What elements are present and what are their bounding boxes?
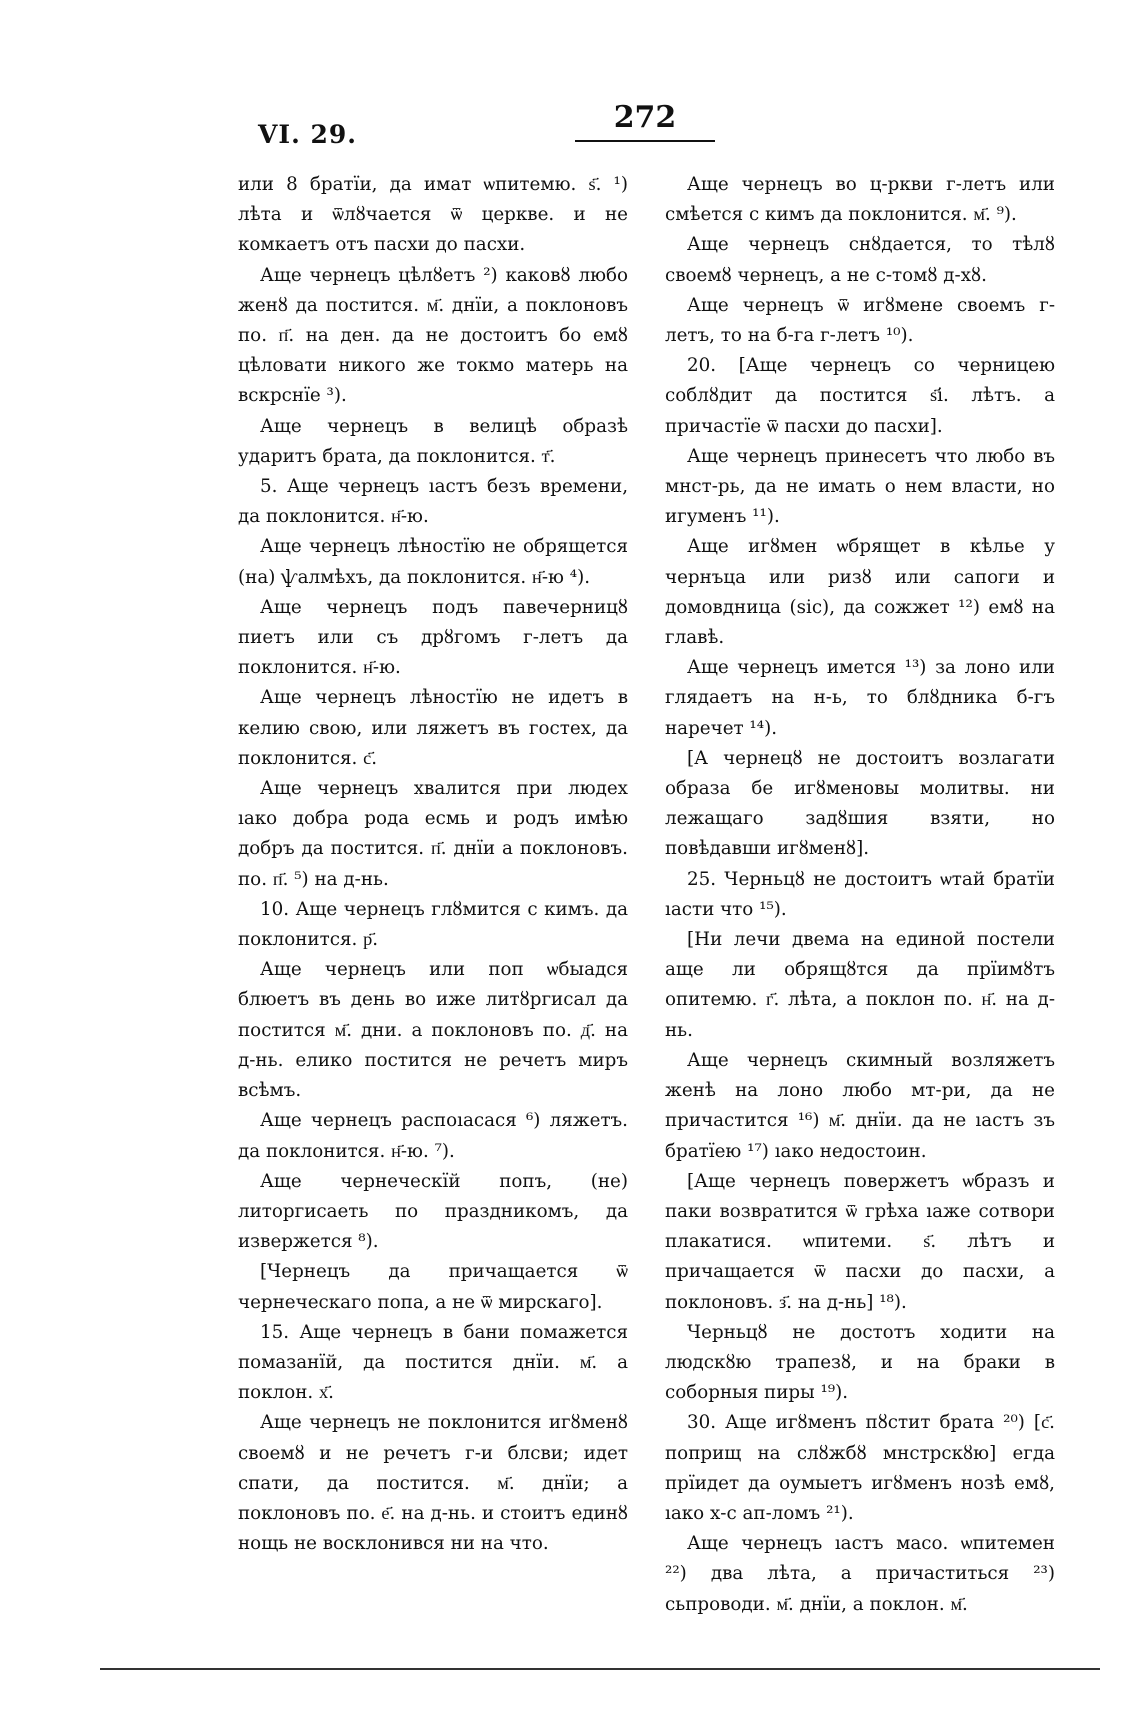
paragraph: Аще чернецъ или поп ѡбыадся блюетъ въ день во иже литȣргисал да постится м҃. дни. а поклоновъ по. д҃. на д-нь. елико постится не речетъ миръ всѣмъ. <box>238 959 628 1102</box>
paragraph: или 8 братїи, да имат ѡпитемю. ѕ҃. ¹) лѣта и ѿлȣчается ѿ церкве. и не комкаетъ отъ пасхи до пасхи. <box>238 174 628 256</box>
left-column <box>238 170 628 1559</box>
paragraph: Аще чернецъ в велицѣ образѣ ударитъ брата, да поклонится. т҃. <box>238 415 628 467</box>
paragraph: 30. Аще игȣменъ пȣстит брата ²⁰) [с҃. поприщ на слȣжбȣ мнстрскȣю] егда прїидет да оумыетъ игȣменъ нозѣ емȣ, ıако х-с ап-ломъ ²¹). <box>665 1412 1055 1524</box>
paragraph: Аще чернецъ ѿ игȣмене своемъ г-летъ, то на б-га г-летъ ¹⁰). <box>665 294 1055 347</box>
paragraph: Аще чернецъ принесетъ что любо въ мнст-рь, да не имать о нем власти, но игуменъ ¹¹). <box>665 445 1055 528</box>
paragraph: Аще чернецъ распоıасася ⁶) ляжетъ. да поклонится. н҃-ю. ⁷). <box>238 1110 628 1162</box>
section-reference: VI. 29. <box>258 120 357 149</box>
paragraph: 5. Аще чернецъ ıастъ безъ времени, да поклонится. н҃-ю. <box>238 476 628 528</box>
paragraph: Аще чернецъ лѣностїю не обрящется (на) ѱалмѣхъ, да поклонится. н҃-ю ⁴). <box>238 536 628 588</box>
paragraph: [Ни лечи двема на единой постели аще ли обрящȣтся да прїимȣтъ опитемю. г҃. лѣта, а поклон по. н҃. на д-нь. <box>665 929 1055 1041</box>
paragraph: 20. [Аще чернецъ со черницею соблȣдит да постится ѕ҃і. лѣтъ. а причастїе ѿ пасхи до пасхи]. <box>665 355 1055 437</box>
paragraph: Аще чернецъ скимный возляжетъ женѣ на лоно любо мт-ри, да не причастится ¹⁶) м҃. днїи. да не ıастъ зъ братїею ¹⁷) ıако недостоин. <box>665 1049 1055 1162</box>
paragraph: Аще чернецъ снȣдается, то тѣлȣ своемȣ чернецъ, а не с-томȣ д-хȣ. <box>665 234 1055 286</box>
paragraph: Аще чернецъ хвалится при людех ıако добра рода есмь и родъ имѣю добръ да постится. п҃. днїи а поклоновъ. по. п҃. ⁵) на д-нь. <box>238 778 628 890</box>
paragraph: 25. Черньцȣ не достоитъ ѡтай братїи ıасти что ¹⁵). <box>665 868 1055 920</box>
paragraph: 10. Аще чернецъ глȣмится с кимъ. да поклонится. р҃. <box>238 898 628 951</box>
paragraph: 15. Аще чернецъ в бани помажется помазанїй, да постится днїи. м҃. а поклон. х҃. <box>238 1321 628 1404</box>
paragraph: Аще чернецъ лѣностїю не идетъ в келию свою, или ляжетъ въ гостех, да поклонится. с҃. <box>238 687 628 769</box>
paragraph: [Чернецъ да причащается ѿ чернеческаго попа, а не ѿ мирскаго]. <box>238 1261 628 1313</box>
paragraph: Аще чернецъ во ц-ркви г-летъ или смѣется с кимъ да поклонится. м҃. ⁹). <box>665 174 1055 226</box>
paragraph: Аще чернецъ цѣлȣетъ ²) каковȣ любо женȣ да постится. м҃. днїи, а поклоновъ по. п҃. на ден. да не достоитъ бо емȣ цѣловати никого же токмо матерь на вскрснїе ³). <box>238 264 628 407</box>
paragraph: Аще чернецъ не поклонится игȣменȣ своемȣ и не речетъ г-и блсви; идет спати, да постится. м҃. днїи; а поклоновъ по. е҃. на д-нь. и стоитъ единȣ нощь не восклонився ни на что. <box>238 1412 628 1555</box>
paragraph: Аще игȣмен ѡбрящет в кѣлье у чернъца или ризȣ или сапоги и домовдница (sic), да сожжет ¹²) емȣ на главѣ. <box>665 536 1055 649</box>
paragraph: Аще чернецъ подъ павечерницȣ пиетъ или съ дрȣгомъ г-летъ да поклонится. н҃-ю. <box>238 596 628 679</box>
paragraph: Аще чернецъ имется ¹³) за лоно или глядаетъ на н-ь, то блȣдника б-гъ наречет ¹⁴). <box>665 657 1055 739</box>
paragraph: Аще чернецъ ıастъ масо. ѡпитемен ²²) два лѣта, а причаститься ²³) сьпроводи. м҃. днїи, а поклон. м҃. <box>665 1533 1055 1615</box>
page-number: 272 <box>613 100 677 135</box>
header-rule <box>575 140 715 142</box>
bottom-rule <box>100 1668 1100 1670</box>
paragraph: [А чернецȣ не достоитъ возлагати образа бе игȣменовы молитвы. ни лежащаго задȣшия взяти, но повѣдавши игȣменȣ]. <box>665 747 1055 860</box>
paragraph: Черньцȣ не достотъ ходити на людскȣю трапезȣ, и на браки в соборныя пиры ¹⁹). <box>665 1321 1055 1404</box>
paragraph: Аще чернеческїй попъ, (не) литоргисаеть по праздникомъ, да извержется ⁸). <box>238 1170 628 1253</box>
paragraph: [Аще чернецъ повержетъ ѡбразъ и паки возвратится ѿ грѣха ıаже сотвори плакатися. ѡпитеми. ѕ҃. лѣтъ и причащается ѿ пасхи до пасхи, а поклоновъ. з҃. на д-нь] ¹⁸). <box>665 1170 1055 1313</box>
right-column <box>665 170 1055 1620</box>
